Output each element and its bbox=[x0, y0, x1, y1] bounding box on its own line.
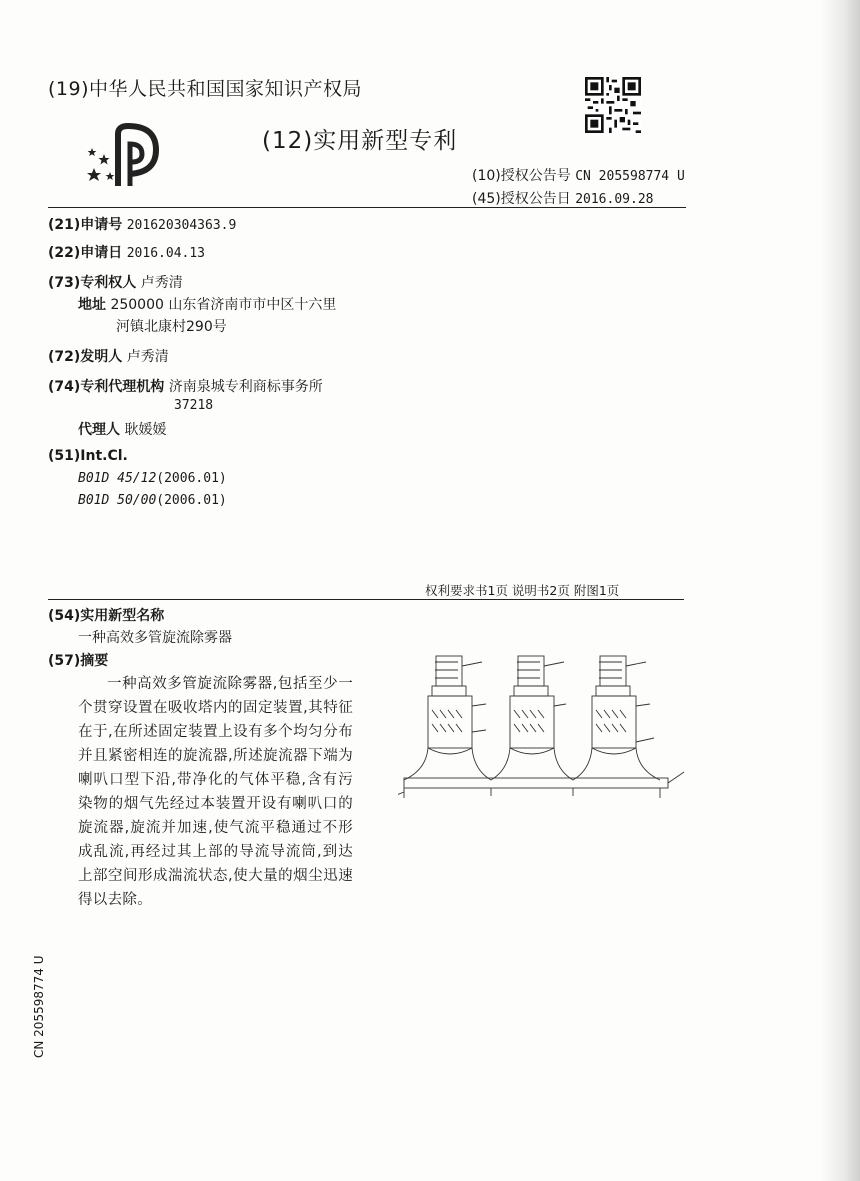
abstract-label: (57)摘要 bbox=[48, 653, 109, 669]
ipc-entry: B01D 50/00(2006.01) bbox=[78, 493, 227, 508]
utility-model-name-label: (54)实用新型名称 bbox=[48, 608, 165, 624]
abstract-text: 一种高效多管旋流除雾器,包括至少一个贯穿设置在吸收塔内的固定装置,其特征在于,在所述固定装置上设有多个均匀分布并且紧密相连的旋流器,所述旋流器下端为喇叭口型下沿,带净化的气体平稳,含有污染物的烟气先经过本装置开设有喇叭口的旋流器,旋流并加速,使气流平稳通过不形成乱流,再经过其上部的导流导流筒,到达上部空间形成湍流状态,使大量的烟尘迅速得以去除。 bbox=[78, 676, 353, 908]
cyclone-unit bbox=[592, 656, 636, 754]
owner-address: 地址 250000 山东省济南市市中区十六里 bbox=[78, 297, 337, 313]
utility-model-name: 一种高效多管旋流除雾器 bbox=[78, 630, 232, 646]
patent-type-title: (12)实用新型专利 bbox=[262, 128, 458, 154]
qr-code-icon bbox=[585, 77, 641, 133]
publication-number: (10)授权公告号 CN 205598774 U bbox=[472, 168, 685, 184]
publication-date: (45)授权公告日 2016.09.28 bbox=[472, 191, 654, 207]
side-publication-number: CN 205598774 U bbox=[32, 955, 46, 1058]
application-number: (21)申请号 201620304363.9 bbox=[48, 217, 237, 233]
inventor: (72)发明人 卢秀清 bbox=[48, 349, 169, 365]
demister-drawing bbox=[398, 652, 694, 812]
cyclone-unit bbox=[510, 656, 554, 754]
cnipa-logo-icon bbox=[84, 120, 164, 192]
page-edge-shadow bbox=[820, 0, 860, 1181]
office-name: (19)中华人民共和国国家知识产权局 bbox=[48, 78, 363, 100]
agent: 代理人 耿媛媛 bbox=[78, 422, 167, 438]
cyclone-unit bbox=[428, 656, 472, 754]
application-date: (22)申请日 2016.04.13 bbox=[48, 245, 206, 261]
agency-code: 37218 bbox=[174, 398, 214, 413]
owner-address-line2: 河镇北康村290号 bbox=[116, 319, 227, 335]
section-divider bbox=[48, 599, 684, 600]
ipc-label: (51)Int.Cl. bbox=[48, 448, 128, 464]
page-count-info: 权利要求书1页 说明书2页 附图1页 bbox=[425, 583, 620, 598]
header-divider bbox=[48, 207, 686, 208]
ipc-entry: B01D 45/12(2006.01) bbox=[78, 471, 227, 486]
patent-agency: (74)专利代理机构 济南泉城专利商标事务所 bbox=[48, 379, 323, 395]
patent-owner: (73)专利权人 卢秀清 bbox=[48, 275, 183, 291]
